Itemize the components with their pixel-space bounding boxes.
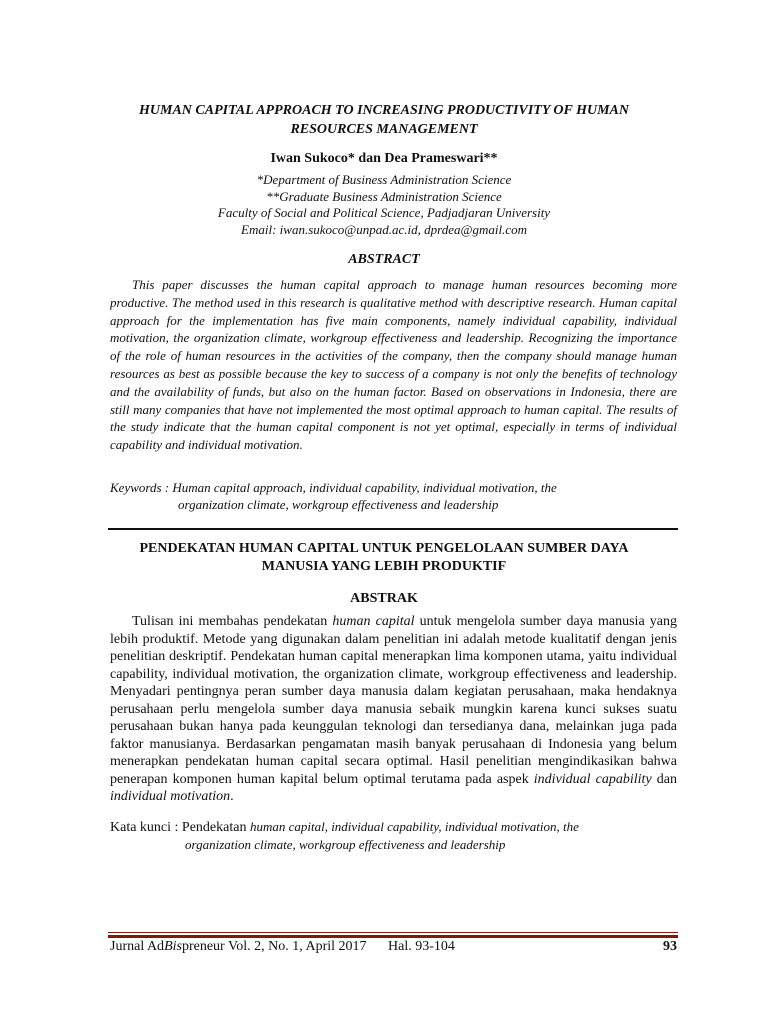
- affiliation-2: **Graduate Business Administration Science: [266, 188, 502, 204]
- affiliation-email: Email: iwan.sukoco@unpad.ac.id, dprdea@gmail.com: [241, 221, 527, 237]
- keywords-id-line2: organization climate, workgroup effectiveness and leadership: [185, 837, 506, 852]
- author-names: Iwan Sukoco* dan Dea Prameswari**: [270, 151, 498, 166]
- page-number: 93: [663, 939, 677, 954]
- affiliation-1: *Department of Business Administration Science: [256, 172, 512, 187]
- paper-title-id: [90, 540, 678, 576]
- page-range: Hal. 93-104: [388, 939, 455, 954]
- page-footer: [110, 939, 677, 955]
- abstract-id-italic2: individual capability: [533, 771, 652, 787]
- abstract-id-part4: .: [230, 789, 234, 804]
- title-id-line1: PENDEKATAN HUMAN CAPITAL UNTUK PENGELOLAAN SUMBER DAYA: [139, 541, 629, 556]
- affiliations: [90, 172, 678, 238]
- keywords-id: [110, 818, 677, 853]
- journal-italic: Bis: [164, 939, 182, 954]
- footer-rule-thin: [108, 932, 678, 933]
- abstract-id-part2: untuk mengelola sumber daya manusia yang lebih produktif. Metode yang digunakan dalam penelitian ini adalah metode kualitatif dengan jenis penelitian deskriptif. Pendekatan human capital menerapkan lima komponen utama, yaitu individual capability, individual motivation, the organization climate, workgroup effectiveness and leadership. Menyadari pentingnya peran sumber daya manusia dalam kegiatan perusahaan, maka hendaknya perusahaan perlu mengelola sumber daya manusia sebaik mungkin karena kunci sukses suatu perusahaan bukan hanya pada keunggulan teknologi dan tersedianya dana, melainkan juga pada faktor manusianya. Berdasarkan pengamatan masih banyak perusahaan di Indonesia yang belum menerapkan pendekatan human capital secara optimal. Hasil penelitian mengindikasikan bahwa penerapan komponen human kapital belum optimal terutama pada aspek: [110, 614, 677, 787]
- keywords-label-en: Keywords :: [110, 480, 170, 495]
- paper-title-en: [90, 101, 678, 139]
- title-id-line2: MANUSIA YANG LEBIH PRODUKTIF: [261, 559, 507, 574]
- keywords-en-line1: Human capital approach, individual capability, individual motivation, the: [172, 480, 557, 495]
- abstract-id-italic1: human capital: [332, 614, 415, 629]
- keywords-label-id: Kata kunci : Pendekatan: [110, 820, 250, 835]
- abstract-body-en: This paper discusses the human capital approach to manage human resources becoming more productive. The method used in this research is qualitative method with descriptive research. Human capital approach for the implementation has five main components, namely individual capability, individual motivation, the organization climate, workgroup effectiveness and leadership. Recognizing the importance of the role of human resources in the activities of the company, then the company should manage human resources as best as possible because the key to success of a company is not only the benefits of technology and the availability of funds, but also on the human factor. Based on observations in Indonesia, there are still many companies that have not implemented the most optimal approach to human capital. The results of the study indicate that the human capital component is not yet optimal, especially in terms of individual capability and individual motivation.: [110, 277, 677, 453]
- title-en-line2: RESOURCES MANAGEMENT: [290, 122, 478, 137]
- journal-suffix: preneur Vol. 2, No. 1, April 2017: [181, 939, 367, 954]
- abstract-id-part1: Tulisan ini membahas pendekatan: [132, 614, 333, 629]
- title-en-line1: HUMAN CAPITAL APPROACH TO INCREASING PRODUCTIVITY OF HUMAN: [139, 103, 629, 118]
- footer-rule-thick: [108, 935, 678, 938]
- abstract-heading-en: ABSTRACT: [348, 252, 420, 267]
- abstract-heading-id: ABSTRAK: [350, 591, 418, 606]
- affiliation-3: Faculty of Social and Political Science, Padjadjaran University: [217, 205, 551, 220]
- section-divider: [108, 528, 678, 530]
- keywords-id-line1: human capital, individual capability, individual motivation, the: [249, 819, 579, 834]
- abstract-id-part3: dan: [651, 771, 677, 787]
- journal-name: [110, 939, 367, 954]
- abstract-id-italic3: individual motivation: [110, 789, 231, 804]
- keywords-en-line2: organization climate, workgroup effectiveness and leadership: [178, 497, 499, 512]
- keywords-en: [110, 479, 677, 513]
- abstract-body-id: [110, 613, 677, 806]
- journal-prefix: Jurnal Ad: [110, 939, 165, 954]
